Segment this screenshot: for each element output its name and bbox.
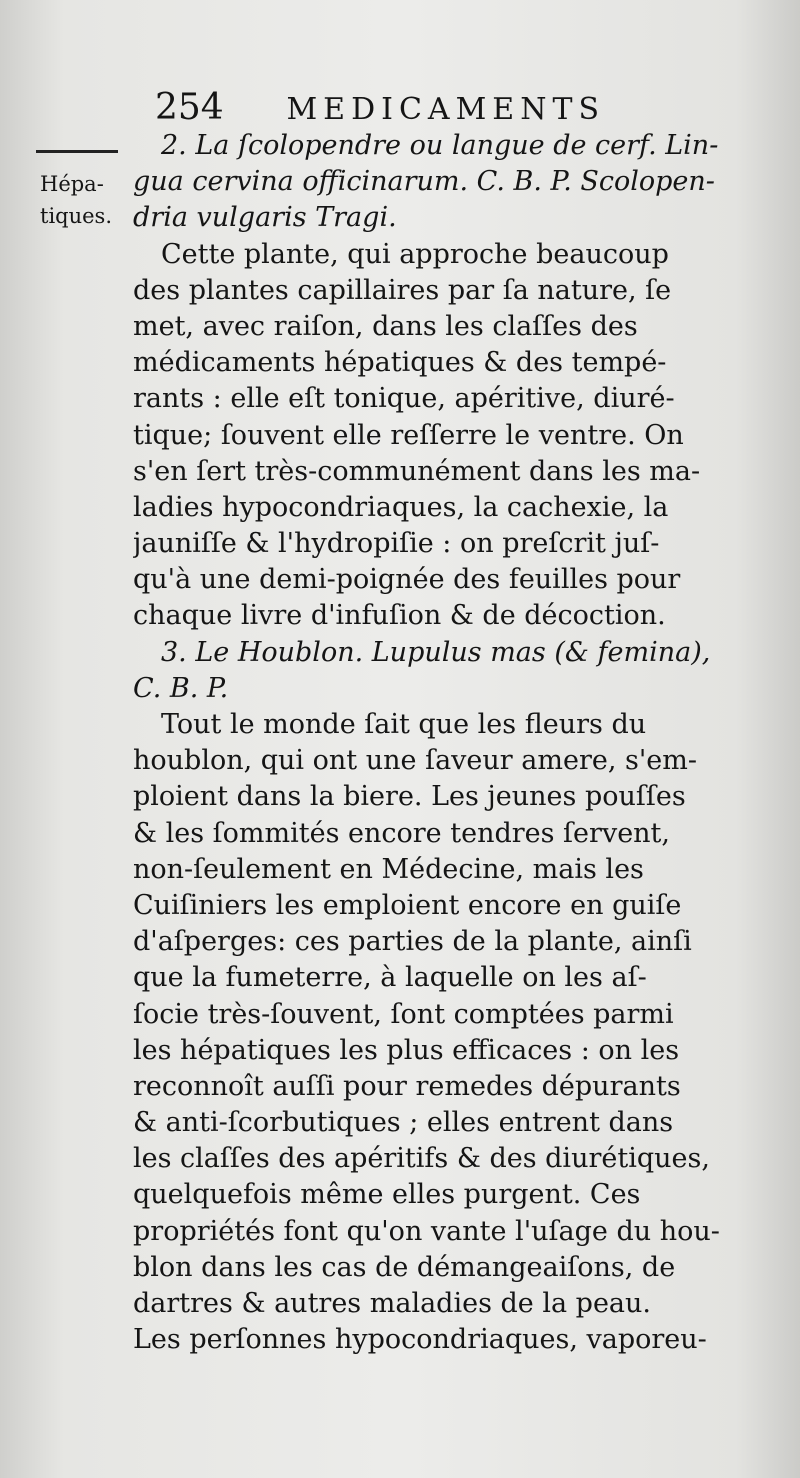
text-line: 3. Le Houblon. Lupulus mas (& femina), [161,636,711,668]
text-line: non-ſeulement en Médecine, mais les [133,853,644,885]
text-line: dria vulgaris Tragi. [133,202,397,234]
text-line: jauniſſe & l'hydropiſie : on preſcrit juſ- [133,528,660,560]
text-line: met, avec raiſon, dans les claſſes des [133,310,638,342]
page-number: 254 [155,87,224,128]
text-line: 2. La ſcolopendre ou langue de cerf. Lin- [161,130,719,161]
text-line: les hépatiques les plus efficaces : on les [133,1034,680,1066]
text-line: que la fumeterre, à laquelle on les aſ- [133,962,647,994]
text-line: rants : elle eſt tonique, apéritive, diuré- [133,383,675,415]
text-line: ladies hypocondriaques, la cachexie, la [133,491,669,523]
text-line: propriétés font qu'on vante l'uſage du hou- [133,1215,720,1247]
text-line: & anti-ſcorbutiques ; elles entrent dans [133,1107,674,1139]
text-line: houblon, qui ont une ſaveur amere, s'em- [133,745,697,777]
text-line: tique; ſouvent elle reſſerre le ventre. On [133,419,684,451]
text-line: médicaments hépatiques & des tempé- [133,347,667,379]
text-line: ſocie très-ſouvent, ſont comptées parmi [133,998,674,1030]
text-line: chaque livre d'infuſion & de décoction. [133,600,666,632]
text-line: quelquefois même elles purgent. Ces [133,1179,641,1211]
text-line: dartres & autres maladies de la peau. [133,1288,651,1319]
text-line: gua cervina officinarum. C. B. P. Scolopen- [133,166,715,198]
text-line: Cuiſiniers les emploient encore en guiſe [133,889,682,921]
page-header [155,88,755,130]
body-text [133,128,763,1358]
text-line: des plantes capillaires par ſa nature, ſe [133,274,672,306]
text-line: Cette plante, qui approche beaucoup [161,238,669,270]
text-line: Les perſonnes hypocondriaques, vaporeu- [133,1324,707,1356]
text-line: les claſſes des apéritifs & des diurétiques, [133,1143,710,1175]
text-line: ploient dans la biere. Les jeunes pouſſes [133,781,686,813]
margin-note-line: tiques. [40,204,113,228]
text-line: reconnoît auſſi pour remedes dépurants [133,1070,681,1102]
text-line: blon dans les cas de démangeaiſons, de [133,1251,676,1283]
text-line: qu'à une demi-poignée des feuilles pour [133,564,681,596]
margin-note [40,168,120,232]
running-head: MEDICAMENTS [286,92,606,127]
text-line: Tout le monde ſait que les fleurs du [161,709,647,740]
text-line: C. B. P. [133,672,229,704]
margin-note-line: Hépa- [40,172,104,196]
text-line: & les ſommités encore tendres ſervent, [133,817,670,849]
margin-rule [36,150,118,153]
text-line: s'en ſert très-communément dans les ma- [133,455,701,487]
text-line: d'aſperges: ces parties de la plante, ainſi [133,926,692,958]
